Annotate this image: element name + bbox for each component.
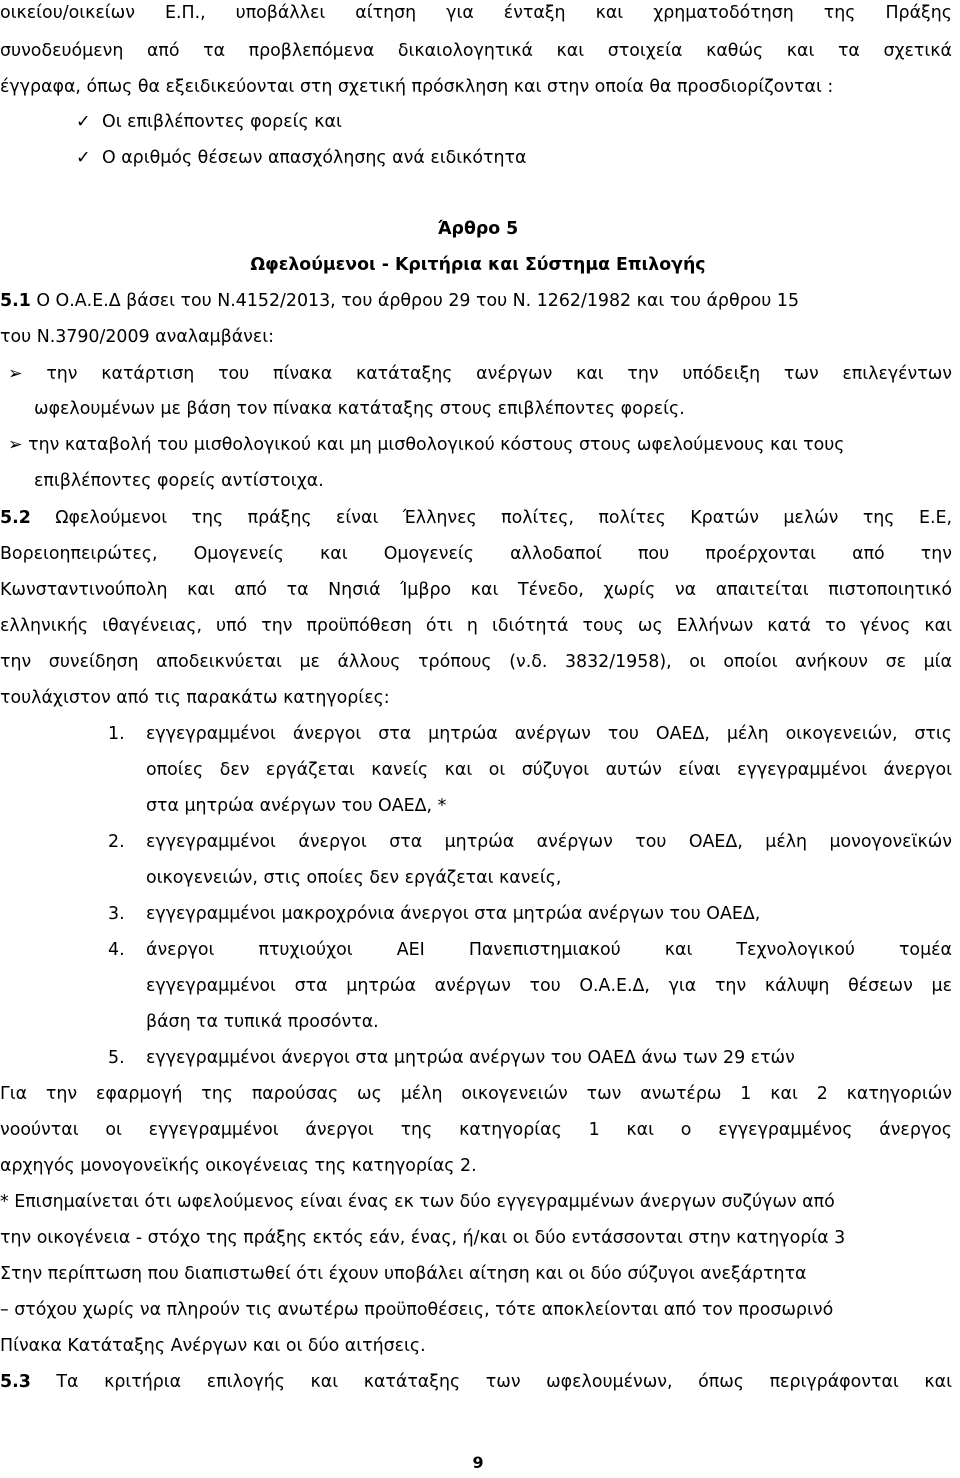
category-1-line-2: οποίες δεν εργάζεται κανείς και οι σύζυγοι αυτών είναι εγγεγραμμένοι άνεργοι [146,760,952,780]
section-5-3-line-1 [0,1371,952,1393]
category-1-line-1: εγγεγραμμένοι άνεργοι στα μητρώα ανέργων του ΟΑΕΔ, μέλη οικογενειών, στις [146,724,952,744]
section-text: Ωφελούμενοι της πράξης είναι Έλληνες πολίτες, πολίτες Κρατών μελών της Ε.Ε, [55,508,952,528]
section-5-2-line-3: Κωνσταντινούπολη και από τα Νησιά Ίμβρο και Τένεδο, χωρίς να απαιτείται πιστοποιητικό [0,580,952,600]
intro-line-3: έγγραφα, όπως θα εξειδικεύονται στη σχετική πρόσκληση και στην οποία θα προσδιορίζονται : [0,77,834,97]
category-4-line-1: άνεργοι πτυχιούχοι ΑΕΙ Πανεπιστημιακού και Τεχνολογικού τομέα [146,940,952,960]
bullet-2-line-1 [8,434,844,456]
closing-line-2: νοούνται οι εγγεγραμμένοι άνεργοι της κατηγορίας 1 και ο εγγεγραμμένος άνεργος [0,1120,952,1140]
category-1-line-3: στα μητρώα ανέργων του ΟΑΕΔ, * [146,796,447,816]
check-item-text: Ο αριθμός θέσεων απασχόλησης ανά ειδικότητα [102,148,527,168]
bullet-text: την καταβολή του μισθολογικού και μη μισθολογικού κόστους στους ωφελούμενους και τους [28,435,845,455]
category-2-line-2: οικογενειών, στις οποίες δεν εργάζεται κανείς, [146,868,562,888]
check-item-1 [76,111,342,133]
section-number: 5.2 [0,508,31,528]
closing-line-4: * Επισημαίνεται ότι ωφελούμενος είναι ένας εκ των δύο εγγεγραμμένων άνεργων συζύγων από [0,1192,835,1212]
section-5-1-line-1 [0,290,799,312]
category-4-line-2: εγγεγραμμένοι στα μητρώα ανέργων του Ο.Α.Ε.Δ, για την κάλυψη θέσεων με [146,976,952,996]
section-number: 5.1 [0,291,31,311]
section-5-2-line-1 [0,507,952,529]
section-number: 5.3 [0,1372,31,1392]
check-item-text: Οι επιβλέποντες φορείς και [102,112,342,132]
checkmark-icon: ✓ [76,112,91,132]
category-4-line-3: βάση τα τυπικά προσόντα. [146,1012,379,1032]
section-5-2-line-6: τουλάχιστον από τις παρακάτω κατηγορίες: [0,688,390,708]
page-number: 9 [472,1453,484,1472]
checkmark-icon: ✓ [76,148,91,168]
section-5-2-line-2: Βορειοηπειρώτες, Ομογενείς και Ομογενείς αλλοδαποί που προέρχονται από την [0,544,952,564]
arrow-bullet-icon: ➢ [8,364,23,384]
category-number: 1. [108,724,125,744]
category-2-line-1: εγγεγραμμένοι άνεργοι στα μητρώα ανέργων του ΟΑΕΔ, μέλη μονογονεϊκών [146,832,952,852]
section-text: Τα κριτήρια επιλογής και κατάταξης των ωφελουμένων, όπως περιγράφονται και [56,1372,952,1392]
section-text: Ο Ο.Α.Ε.Δ βάσει του Ν.4152/2013, του άρθρου 29 του Ν. 1262/1982 και του άρθρου 15 [36,291,800,311]
closing-line-7: – στόχου χωρίς να πληρούν τις ανωτέρω προϋποθέσεις, τότε αποκλείονται από τον προσωρινό [0,1300,834,1320]
intro-line-2: συνοδευόμενη από τα προβλεπόμενα δικαιολογητικά και στοιχεία καθώς και τα σχετικά [0,41,952,61]
check-item-2 [76,147,526,169]
section-5-2-line-5: την συνείδηση αποδεικνύεται με άλλους τρόπους (ν.δ. 3832/1958), οι οποίοι ανήκουν σε μία [0,652,952,672]
closing-line-6: Στην περίπτωση που διαπιστωθεί ότι έχουν υποβάλει αίτηση και οι δύο σύζυγοι ανεξάρτητα [0,1264,807,1284]
bullet-1-line-2: ωφελουμένων με βάση τον πίνακα κατάταξης στους επιβλέποντες φορείς. [34,399,685,419]
category-3-line-1: εγγεγραμμένοι μακροχρόνια άνεργοι στα μητρώα ανέργων του ΟΑΕΔ, [146,904,761,924]
category-number: 5. [108,1048,125,1068]
bullet-2-line-2: επιβλέποντες φορείς αντίστοιχα. [34,471,324,491]
arrow-bullet-icon: ➢ [8,435,23,455]
closing-line-8: Πίνακα Κατάταξης Ανέργων και οι δύο αιτήσεις. [0,1336,426,1356]
closing-line-1: Για την εφαρμογή της παρούσας ως μέλη οικογενειών των ανωτέρω 1 και 2 κατηγοριών [0,1084,952,1104]
category-number: 4. [108,940,125,960]
bullet-1-line-1 [8,363,952,385]
bullet-text: την κατάρτιση του πίνακα κατάταξης ανέργων και την υπόδειξη των επιλεγέντων [46,364,952,384]
closing-line-5: την οικογένεια - στόχο της πράξης εκτός εάν, ένας, ή/και οι δύο εντάσσονται στην κατηγορία 3 [0,1228,846,1248]
article-title: Ωφελούμενοι - Κριτήρια και Σύστημα Επιλογής [250,255,706,275]
intro-line-1: οικείου/οικείων Ε.Π., υποβάλλει αίτηση για ένταξη και χρηματοδότηση της Πράξης [0,3,952,23]
closing-line-3: αρχηγός μονογονεϊκής οικογένειας της κατηγορίας 2. [0,1156,477,1176]
article-number: Άρθρο 5 [437,219,519,239]
category-number: 3. [108,904,125,924]
section-5-1-line-2: του Ν.3790/2009 αναλαμβάνει: [0,327,275,347]
category-5-line-1: εγγεγραμμένοι άνεργοι στα μητρώα ανέργων του ΟΑΕΔ άνω των 29 ετών [146,1048,795,1068]
section-5-2-line-4: ελληνικής ιθαγένειας, υπό την προϋπόθεση ότι η ιδιότητά τους ως Ελλήνων κατά το γένος και [0,616,952,636]
category-number: 2. [108,832,125,852]
